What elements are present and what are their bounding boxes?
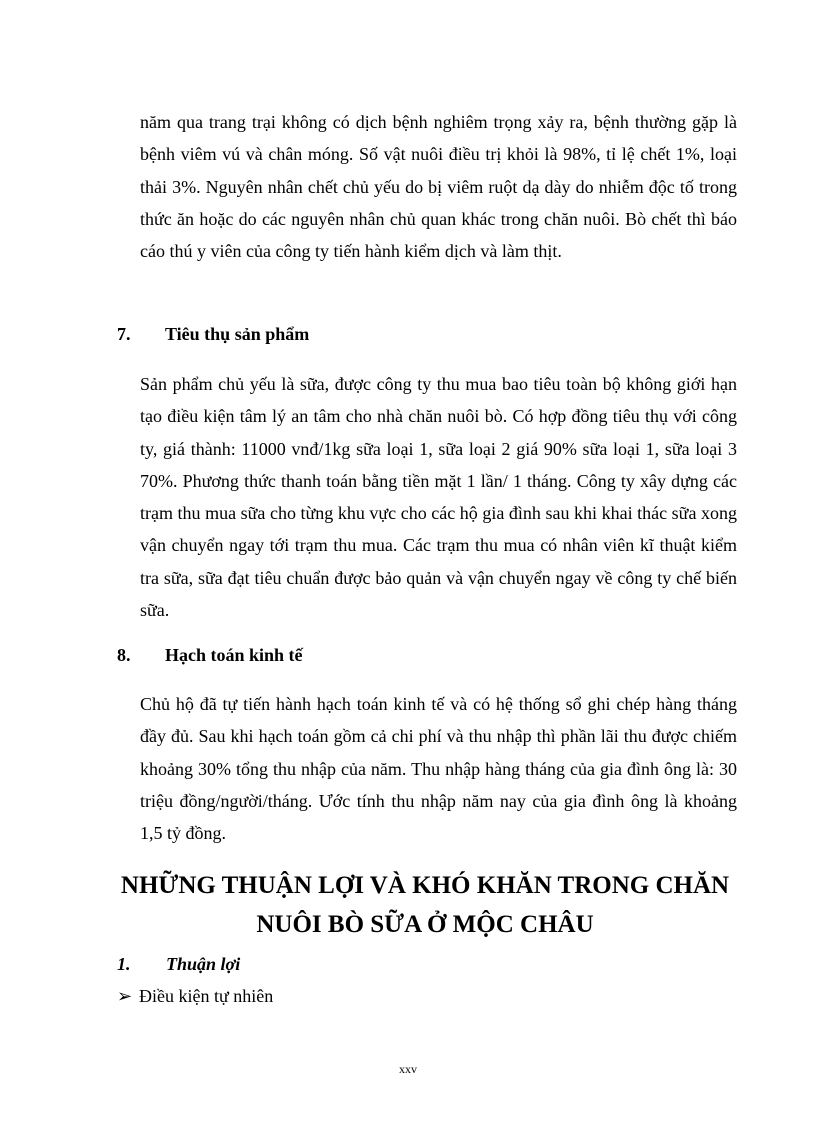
section-number: 8. (117, 645, 131, 665)
chapter-title-line-2: NUÔI BÒ SỮA Ở MỘC CHÂU (256, 911, 594, 938)
paragraph-disease: năm qua trang trại không có dịch bệnh nghiêm trọng xảy ra, bệnh thường gặp là bệnh viêm vú và chân móng. Số vật nuôi điều trị khỏi là 98%, tỉ lệ chết 1%, loại thải 3%. Nguyên nhân chết chủ yếu do bị viêm ruột dạ dày do nhiễm độc tố trong thức ăn hoặc do các nguyên nhân chủ quan khác trong chăn nuôi. Bò chết thì báo cáo thú y viên của công ty tiến hành kiểm dịch và làm thịt. (140, 112, 737, 262)
section-heading-consumption (117, 324, 309, 345)
chapter-title-line-1: NHỮNG THUẬN LỢI VÀ KHÓ KHĂN TRONG CHĂN (120, 872, 730, 899)
section-title: Hạch toán kinh tế (165, 645, 303, 665)
subsection-title: Thuận lợi (166, 954, 241, 974)
chapter-title (100, 866, 750, 944)
bullet-text: Điều kiện tự nhiên (139, 986, 274, 1006)
paragraph-consumption: Sản phẩm chủ yếu là sữa, được công ty thu mua bao tiêu toàn bộ không giới hạn tạo điều kiện tâm lý an tâm cho nhà chăn nuôi bò. Có hợp đồng tiêu thụ với công ty, giá thành: 11000 vnđ/1kg sữa loại 1, sữa loại 2 giá 90% sữa loại 1, sữa loại 3 70%. Phương thức thanh toán bằng tiền mặt 1 lần/ 1 tháng. Công ty xây dựng các trạm thu mua sữa cho từng khu vực cho các hộ gia đình sau khi khai thác sữa xong vận chuyển ngay tới trạm thu mua. Các trạm thu mua có nhân viên kĩ thuật kiểm tra sữa, sữa đạt tiêu chuẩn được bảo quản và vận chuyển ngay về công ty chế biến sữa. (140, 374, 737, 621)
arrow-bullet-icon: ➢ (117, 986, 133, 1006)
page-number: xxv (399, 1062, 417, 1076)
bullet-item (117, 986, 273, 1007)
subsection-heading (117, 954, 240, 975)
paragraph-accounting: Chủ hộ đã tự tiến hành hạch toán kinh tế và có hệ thống sổ ghi chép hàng tháng đầy đủ. Sau khi hạch toán gồm cả chi phí và thu nhập thì phần lãi thu được chiếm khoảng 30% tổng thu nhập của năm. Thu nhập hàng tháng của gia đình ông là: 30 triệu đồng/người/tháng. Ước tính thu nhập năm nay của gia đình ông là khoảng 1,5 tỷ đồng. (140, 694, 737, 844)
subsection-number: 1. (117, 954, 131, 974)
section-heading-accounting (117, 645, 303, 666)
section-title: Tiêu thụ sản phẩm (165, 324, 310, 344)
section-number: 7. (117, 324, 131, 344)
